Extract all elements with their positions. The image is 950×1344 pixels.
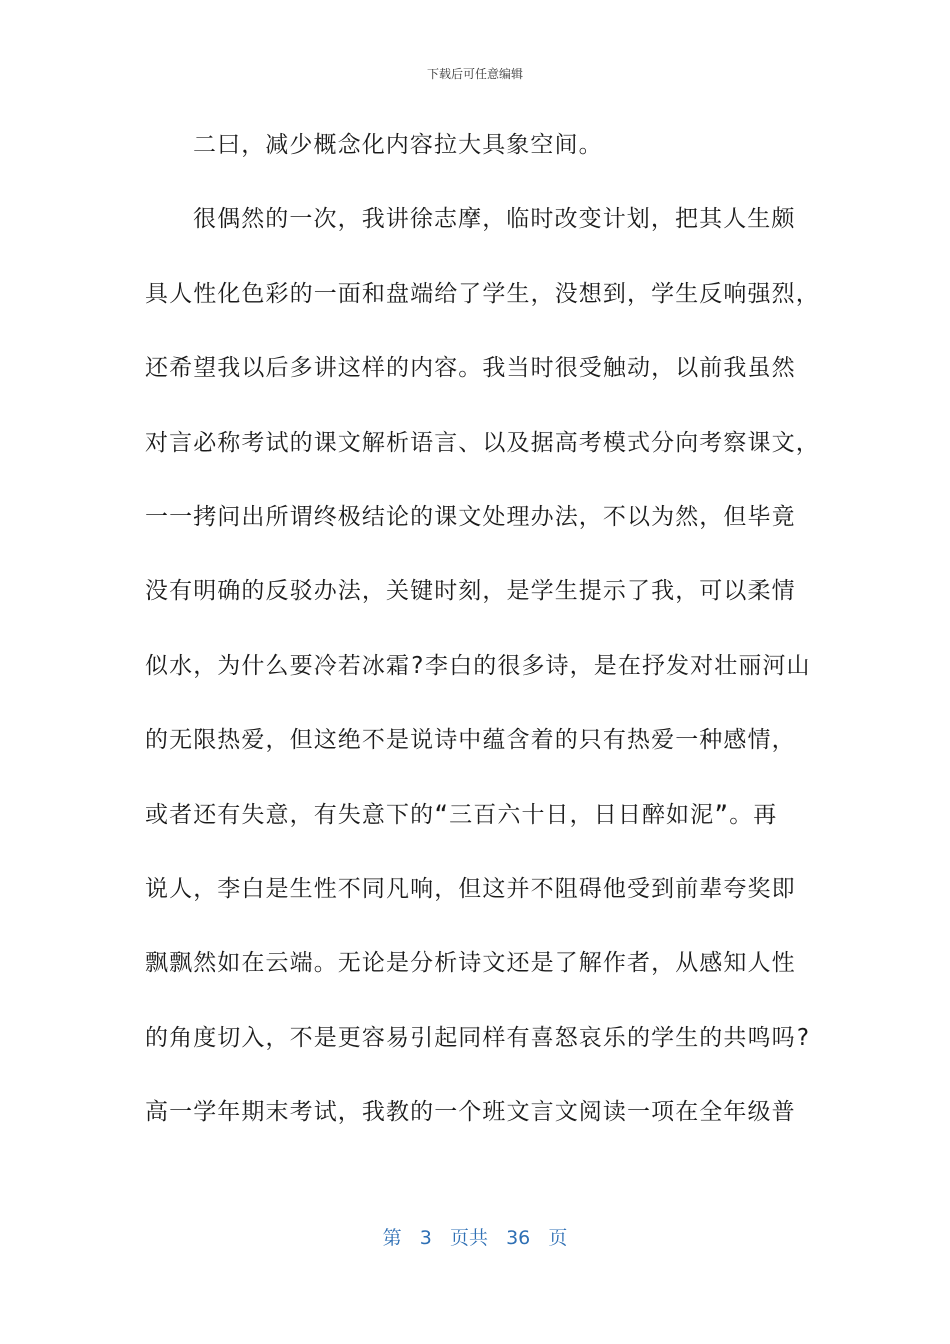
paragraph-line: 飘飘然如在云端。无论是分析诗文还是了解作者，从感知人性 xyxy=(145,950,796,977)
footer-suffix: 页 xyxy=(548,1227,568,1249)
paragraph-line: 高一学年期末考试，我教的一个班文言文阅读一项在全年级普 xyxy=(145,1099,796,1126)
footer-total-pages: 36 xyxy=(506,1227,531,1249)
paragraph-line: 一一拷问出所谓终极结论的课文处理办法，不以为然，但毕竟 xyxy=(145,503,796,530)
page-footer xyxy=(0,1225,950,1251)
footer-prefix: 第 xyxy=(382,1227,402,1249)
paragraph-line: 或者还有失意，有失意下的“三百六十日，日日醉如泥”。再 xyxy=(145,801,778,828)
paragraph-line: 说人，李白是生性不同凡响，但这并不阻碍他受到前辈夸奖即 xyxy=(145,875,796,902)
paragraph-line: 对言必称考试的课文解析语言、以及据高考模式分向考察课文， xyxy=(145,429,820,456)
paragraph-line: 具人性化色彩的一面和盘端给了学生，没想到，学生反响强烈， xyxy=(145,280,820,307)
paragraph-line: 很偶然的一次，我讲徐志摩，临时改变计划，把其人生颇 xyxy=(193,206,796,233)
footer-middle: 页共 xyxy=(449,1227,488,1249)
paragraph-line: 二曰，减少概念化内容拉大具象空间。 xyxy=(193,132,603,158)
paragraph-line: 没有明确的反驳办法，关键时刻，是学生提示了我，可以柔情 xyxy=(145,578,796,605)
paragraph-line: 似水，为什么要冷若冰霜?李白的很多诗，是在抒发对壮丽河山 xyxy=(145,652,811,679)
page-header: 下载后可任意编辑 xyxy=(426,67,523,81)
paragraph-line: 还希望我以后多讲这样的内容。我当时很受触动，以前我虽然 xyxy=(145,355,796,382)
paragraph-line: 的无限热爱，但这绝不是说诗中蕴含着的只有热爱一种感情， xyxy=(145,727,796,754)
paragraph-line: 的角度切入，不是更容易引起同样有喜怒哀乐的学生的共鸣吗? xyxy=(145,1024,811,1051)
document-body xyxy=(145,121,825,1162)
footer-page-number: 3 xyxy=(419,1227,432,1249)
